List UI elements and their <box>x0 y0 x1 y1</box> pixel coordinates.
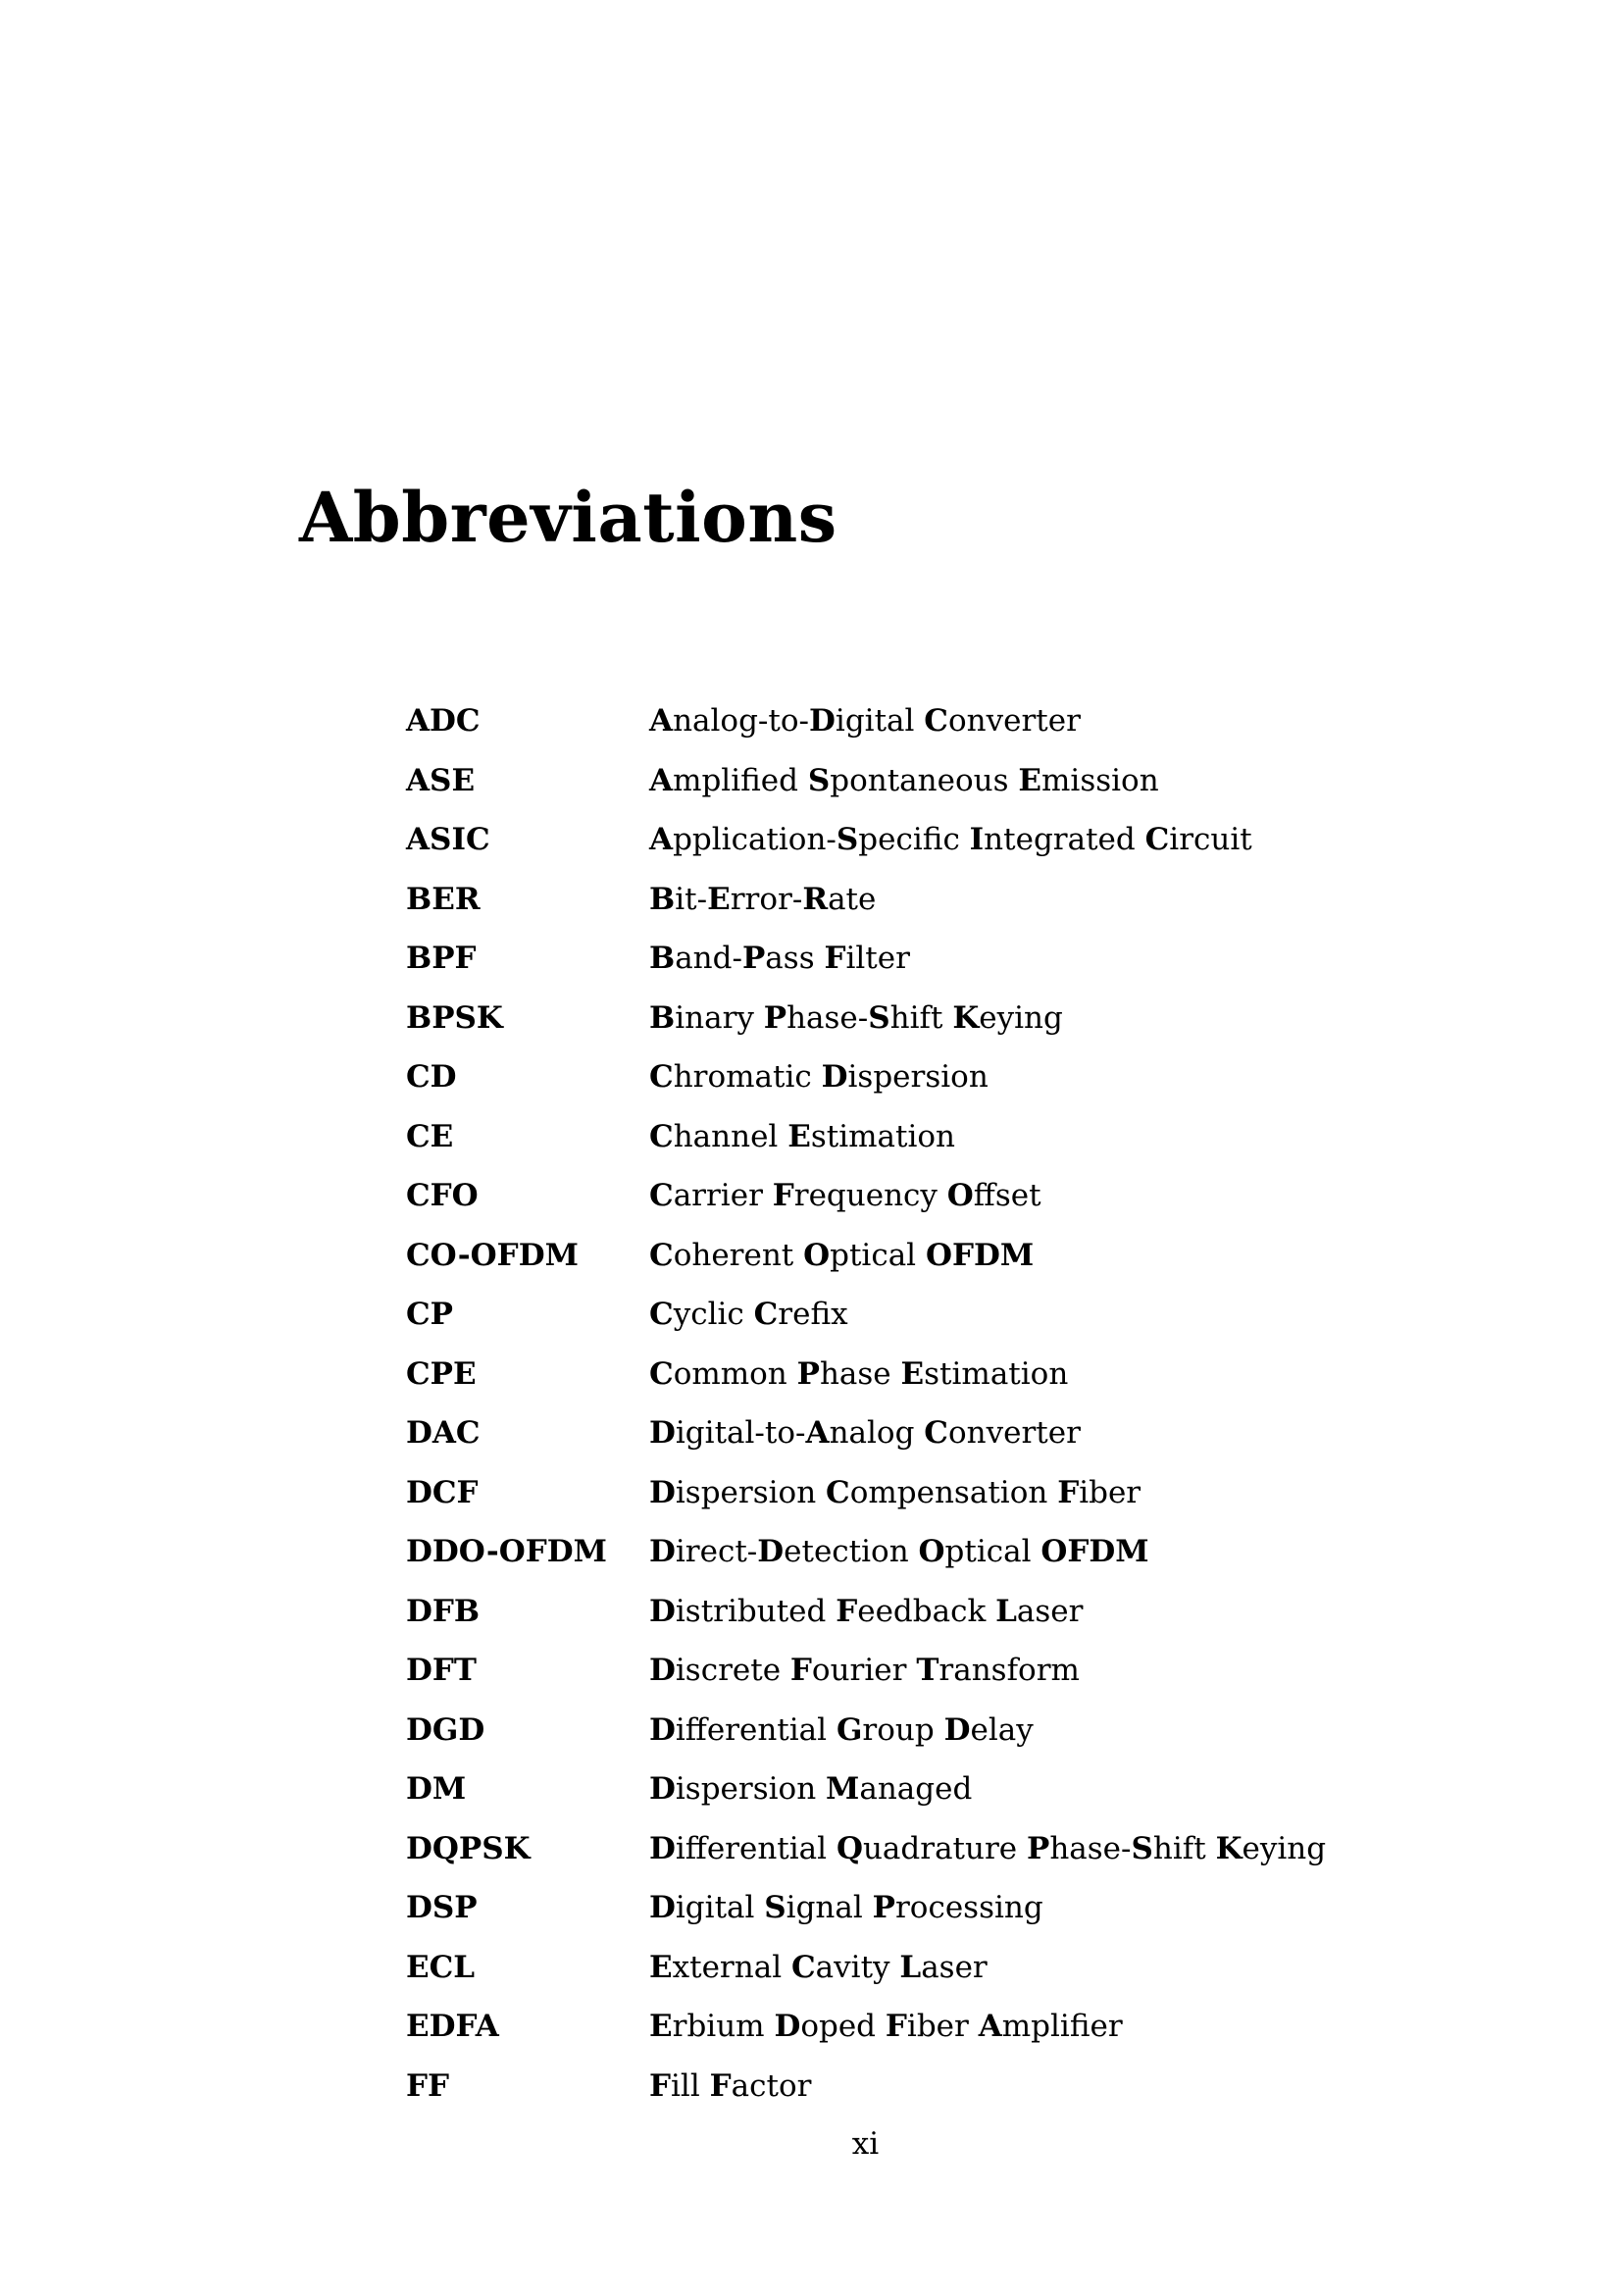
abbreviation-row <box>406 1997 1387 2057</box>
definition-text: mission <box>1041 762 1159 798</box>
definition-text: irect- <box>675 1534 758 1570</box>
abbreviation-definition <box>649 1769 972 1809</box>
abbreviation-definition <box>649 2007 1123 2046</box>
abbreviation-list <box>406 691 1387 2116</box>
definition-text: ourier <box>811 1653 917 1689</box>
definition-text: it- <box>675 881 708 917</box>
abbreviation-code: DSP <box>406 1890 478 1926</box>
definition-initial: T <box>916 1653 939 1689</box>
abbreviation-code: DGD <box>406 1711 485 1748</box>
definition-text: mplified <box>673 762 808 798</box>
abbreviation-row <box>406 870 1387 930</box>
definition-initial: P <box>796 1355 820 1392</box>
abbreviation-definition <box>649 1651 1080 1690</box>
definition-text: igital <box>675 1890 765 1926</box>
definition-text: rror- <box>730 881 803 917</box>
definition-initial: P <box>872 1890 895 1926</box>
definition-initial: C <box>649 1178 674 1214</box>
definition-text: igital-to- <box>675 1415 806 1452</box>
abbreviation-definition <box>649 1888 1043 1927</box>
definition-initial: D <box>649 1593 676 1629</box>
abbreviation-definition <box>649 1354 1068 1394</box>
definition-text: ffset <box>973 1178 1041 1214</box>
abbreviation-row <box>406 1701 1387 1760</box>
abbreviation-definition <box>649 1176 1041 1215</box>
definition-text: rbium <box>672 2009 775 2045</box>
definition-text: hase <box>819 1355 901 1392</box>
definition-text: hift <box>889 999 953 1036</box>
definition-text: ignal <box>786 1890 873 1926</box>
abbreviation-definition <box>649 1532 1149 1571</box>
definition-initial: R <box>802 881 829 917</box>
abbreviation-code: DCF <box>406 1474 479 1510</box>
definition-initial: E <box>649 1949 673 1985</box>
definition-initial: C <box>753 1297 779 1333</box>
definition-initial: E <box>707 881 731 917</box>
definition-text: arrier <box>673 1178 773 1214</box>
definition-initial: A <box>978 2009 1002 2045</box>
definition-text: nalog <box>829 1415 925 1452</box>
definition-initial: D <box>943 1711 971 1748</box>
definition-text: ifferential <box>675 1711 837 1748</box>
definition-initial: D <box>649 1415 676 1452</box>
definition-initial: D <box>649 1711 676 1748</box>
definition-initial: G <box>836 1711 863 1748</box>
definition-text: ntegrated <box>984 822 1145 858</box>
definition-initial: D <box>649 1771 676 1808</box>
abbreviation-definition <box>649 761 1159 800</box>
abbreviation-code: ASE <box>406 762 476 798</box>
abbreviation-row <box>406 1107 1387 1167</box>
definition-initial: L <box>899 1949 922 1985</box>
definition-initial: L <box>995 1593 1017 1629</box>
definition-text: rocessing <box>894 1890 1043 1926</box>
definition-initial: B <box>649 941 676 977</box>
definition-text: actor <box>731 2067 812 2104</box>
definition-text: etection <box>784 1534 919 1570</box>
definition-text: uadrature <box>862 1830 1027 1866</box>
definition-initial: F <box>885 2009 907 2045</box>
definition-text: hannel <box>673 1118 788 1154</box>
definition-initial: P <box>1027 1830 1050 1866</box>
abbreviation-row <box>406 1522 1387 1582</box>
definition-initial: F <box>836 1593 858 1629</box>
abbreviation-definition <box>649 2066 811 2106</box>
page-title: Abbreviations <box>299 477 837 558</box>
abbreviation-code: ADC <box>406 703 481 740</box>
definition-text: ifferential <box>675 1830 837 1866</box>
abbreviation-definition <box>649 1295 848 1334</box>
abbreviation-code: CPE <box>406 1355 477 1392</box>
definition-text: pecific <box>858 822 970 858</box>
definition-text: hase- <box>786 999 869 1036</box>
abbreviation-row <box>406 691 1387 751</box>
definition-initial: S <box>836 822 859 858</box>
definition-text: ate <box>828 881 877 917</box>
definition-text: ill <box>671 2067 710 2104</box>
abbreviation-definition <box>649 701 1081 740</box>
abbreviation-definition <box>649 1236 1034 1275</box>
definition-text: ircuit <box>1169 822 1252 858</box>
abbreviation-code: DDO-OFDM <box>406 1534 607 1570</box>
definition-text: eedback <box>857 1593 996 1629</box>
definition-text: eying <box>1242 1830 1327 1866</box>
definition-initial: C <box>649 1297 674 1333</box>
abbreviation-row <box>406 1641 1387 1701</box>
page-number: xi <box>851 2126 880 2162</box>
definition-initial: P <box>741 941 766 977</box>
abbreviation-row <box>406 751 1387 811</box>
definition-text: roup <box>862 1711 944 1748</box>
abbreviation-row <box>406 1047 1387 1107</box>
abbreviation-code: BPSK <box>406 999 503 1036</box>
definition-text: anaged <box>859 1771 973 1808</box>
abbreviation-row <box>406 1463 1387 1523</box>
definition-text: pontaneous <box>830 762 1019 798</box>
definition-initial: S <box>807 762 831 798</box>
definition-initial: C <box>649 1059 674 1096</box>
definition-initial: Q <box>836 1830 863 1866</box>
definition-text: onverter <box>947 1415 1081 1452</box>
definition-initial: C <box>649 1118 674 1154</box>
definition-text: pplication- <box>673 822 837 858</box>
definition-text: oherent <box>673 1237 804 1273</box>
abbreviation-code: DFB <box>406 1593 481 1629</box>
definition-text: iber <box>1079 1474 1141 1510</box>
definition-text: ptical <box>944 1534 1041 1570</box>
definition-text: aser <box>1016 1593 1084 1629</box>
definition-text: igital <box>835 703 925 740</box>
abbreviation-definition <box>649 939 910 978</box>
definition-text: ispersion <box>675 1771 827 1808</box>
definition-text: ompensation <box>849 1474 1058 1510</box>
abbreviation-code: BPF <box>406 941 477 977</box>
abbreviation-definition <box>649 1829 1326 1868</box>
definition-text: xternal <box>672 1949 791 1985</box>
definition-initial: I <box>969 822 985 858</box>
definition-initial: S <box>868 999 890 1036</box>
definition-initial: D <box>649 1890 676 1926</box>
abbreviation-code: CE <box>406 1118 454 1154</box>
definition-initial: E <box>787 1118 811 1154</box>
definition-initial: F <box>789 1653 812 1689</box>
definition-text: stimation <box>924 1355 1069 1392</box>
abbreviation-row <box>406 1166 1387 1226</box>
definition-text: iber <box>906 2009 979 2045</box>
abbreviation-definition <box>649 880 876 919</box>
definition-initial: D <box>649 1653 676 1689</box>
definition-initial: D <box>774 2009 801 2045</box>
definition-initial: E <box>900 1355 925 1392</box>
definition-initial: OFDM <box>925 1237 1035 1273</box>
abbreviation-code: CO-OFDM <box>406 1237 579 1273</box>
abbreviation-code: BER <box>406 881 481 917</box>
definition-text: iscrete <box>675 1653 790 1689</box>
definition-initial: D <box>757 1534 785 1570</box>
definition-text: nalog-to- <box>673 703 810 740</box>
definition-text: requency <box>793 1178 947 1214</box>
definition-initial: D <box>649 1830 676 1866</box>
definition-text: istributed <box>675 1593 837 1629</box>
definition-text: inary <box>675 999 764 1036</box>
abbreviation-code: CP <box>406 1297 453 1333</box>
abbreviation-code: FF <box>406 2067 450 2104</box>
abbreviation-code: DFT <box>406 1653 477 1689</box>
definition-initial: D <box>821 1059 848 1096</box>
definition-text: mplifier <box>1001 2009 1123 2045</box>
definition-initial: C <box>649 1237 674 1273</box>
abbreviation-code: DAC <box>406 1415 481 1452</box>
abbreviation-definition <box>649 1117 955 1156</box>
definition-initial: D <box>649 1534 676 1570</box>
definition-text: ransform <box>938 1653 1080 1689</box>
abbreviation-definition <box>649 1057 989 1097</box>
definition-text: hromatic <box>673 1059 822 1096</box>
definition-initial: O <box>918 1534 945 1570</box>
abbreviation-row <box>406 1345 1387 1404</box>
definition-initial: C <box>924 1415 948 1452</box>
abbreviation-row <box>406 1938 1387 1998</box>
abbreviation-row <box>406 2057 1387 2117</box>
definition-initial: F <box>772 1178 794 1214</box>
definition-initial: C <box>924 703 948 740</box>
definition-text: hase- <box>1049 1830 1132 1866</box>
definition-initial: A <box>649 762 674 798</box>
definition-text: ilter <box>845 941 910 977</box>
definition-initial: F <box>824 941 846 977</box>
definition-initial: S <box>764 1890 786 1926</box>
definition-initial: M <box>826 1771 860 1808</box>
abbreviation-row <box>406 1760 1387 1819</box>
definition-text: elay <box>970 1711 1034 1748</box>
definition-text: yclic <box>673 1297 754 1333</box>
abbreviation-row <box>406 1285 1387 1345</box>
definition-initial: O <box>946 1178 974 1214</box>
definition-initial: C <box>1144 822 1170 858</box>
definition-text: ptical <box>830 1237 926 1273</box>
abbreviation-code: DQPSK <box>406 1830 531 1866</box>
definition-text: refix <box>778 1297 848 1333</box>
abbreviation-definition <box>649 1473 1141 1512</box>
definition-text: and- <box>675 941 742 977</box>
abbreviation-definition <box>649 1592 1083 1631</box>
definition-text: oped <box>800 2009 886 2045</box>
definition-text: onverter <box>947 703 1081 740</box>
definition-text: aser <box>921 1949 988 1985</box>
definition-initial: A <box>649 822 674 858</box>
abbreviation-code: EDFA <box>406 2009 499 2045</box>
abbreviation-code: CD <box>406 1059 457 1096</box>
definition-initial: E <box>649 2009 673 2045</box>
definition-text: avity <box>815 1949 900 1985</box>
definition-initial: P <box>763 999 787 1036</box>
definition-initial: OFDM <box>1040 1534 1149 1570</box>
definition-initial: D <box>809 703 836 740</box>
definition-initial: B <box>649 999 676 1036</box>
definition-initial: C <box>649 1355 674 1392</box>
definition-initial: E <box>1018 762 1042 798</box>
abbreviation-row <box>406 1878 1387 1938</box>
definition-text: stimation <box>810 1118 955 1154</box>
definition-text: ispersion <box>675 1474 827 1510</box>
definition-initial: B <box>649 881 676 917</box>
definition-initial: A <box>805 1415 830 1452</box>
definition-initial: D <box>649 1474 676 1510</box>
abbreviation-definition <box>649 1413 1081 1453</box>
definition-initial: F <box>1057 1474 1080 1510</box>
abbreviation-definition <box>649 998 1063 1038</box>
definition-initial: F <box>709 2067 732 2104</box>
abbreviation-row <box>406 1226 1387 1286</box>
abbreviation-definition <box>649 820 1252 859</box>
abbreviation-row <box>406 1403 1387 1463</box>
abbreviation-code: CFO <box>406 1178 479 1214</box>
definition-text: ommon <box>673 1355 797 1392</box>
definition-initial: K <box>952 999 980 1036</box>
definition-initial: S <box>1131 1830 1153 1866</box>
definition-initial: O <box>803 1237 831 1273</box>
abbreviation-definition <box>649 1948 988 1987</box>
definition-text: ass <box>765 941 825 977</box>
abbreviation-code: DM <box>406 1771 467 1808</box>
definition-initial: F <box>649 2067 672 2104</box>
abbreviation-row <box>406 1819 1387 1879</box>
definition-initial: K <box>1215 1830 1243 1866</box>
abbreviation-row <box>406 1582 1387 1642</box>
definition-text: hift <box>1152 1830 1216 1866</box>
definition-initial: C <box>790 1949 816 1985</box>
abbreviation-row <box>406 810 1387 870</box>
abbreviation-code: ECL <box>406 1949 476 1985</box>
definition-initial: C <box>826 1474 850 1510</box>
definition-initial: A <box>649 703 674 740</box>
abbreviation-row <box>406 989 1387 1048</box>
abbreviation-row <box>406 929 1387 989</box>
abbreviation-code: ASIC <box>406 822 490 858</box>
definition-text: ispersion <box>847 1059 989 1096</box>
abbreviation-definition <box>649 1710 1034 1750</box>
definition-text: eying <box>979 999 1063 1036</box>
